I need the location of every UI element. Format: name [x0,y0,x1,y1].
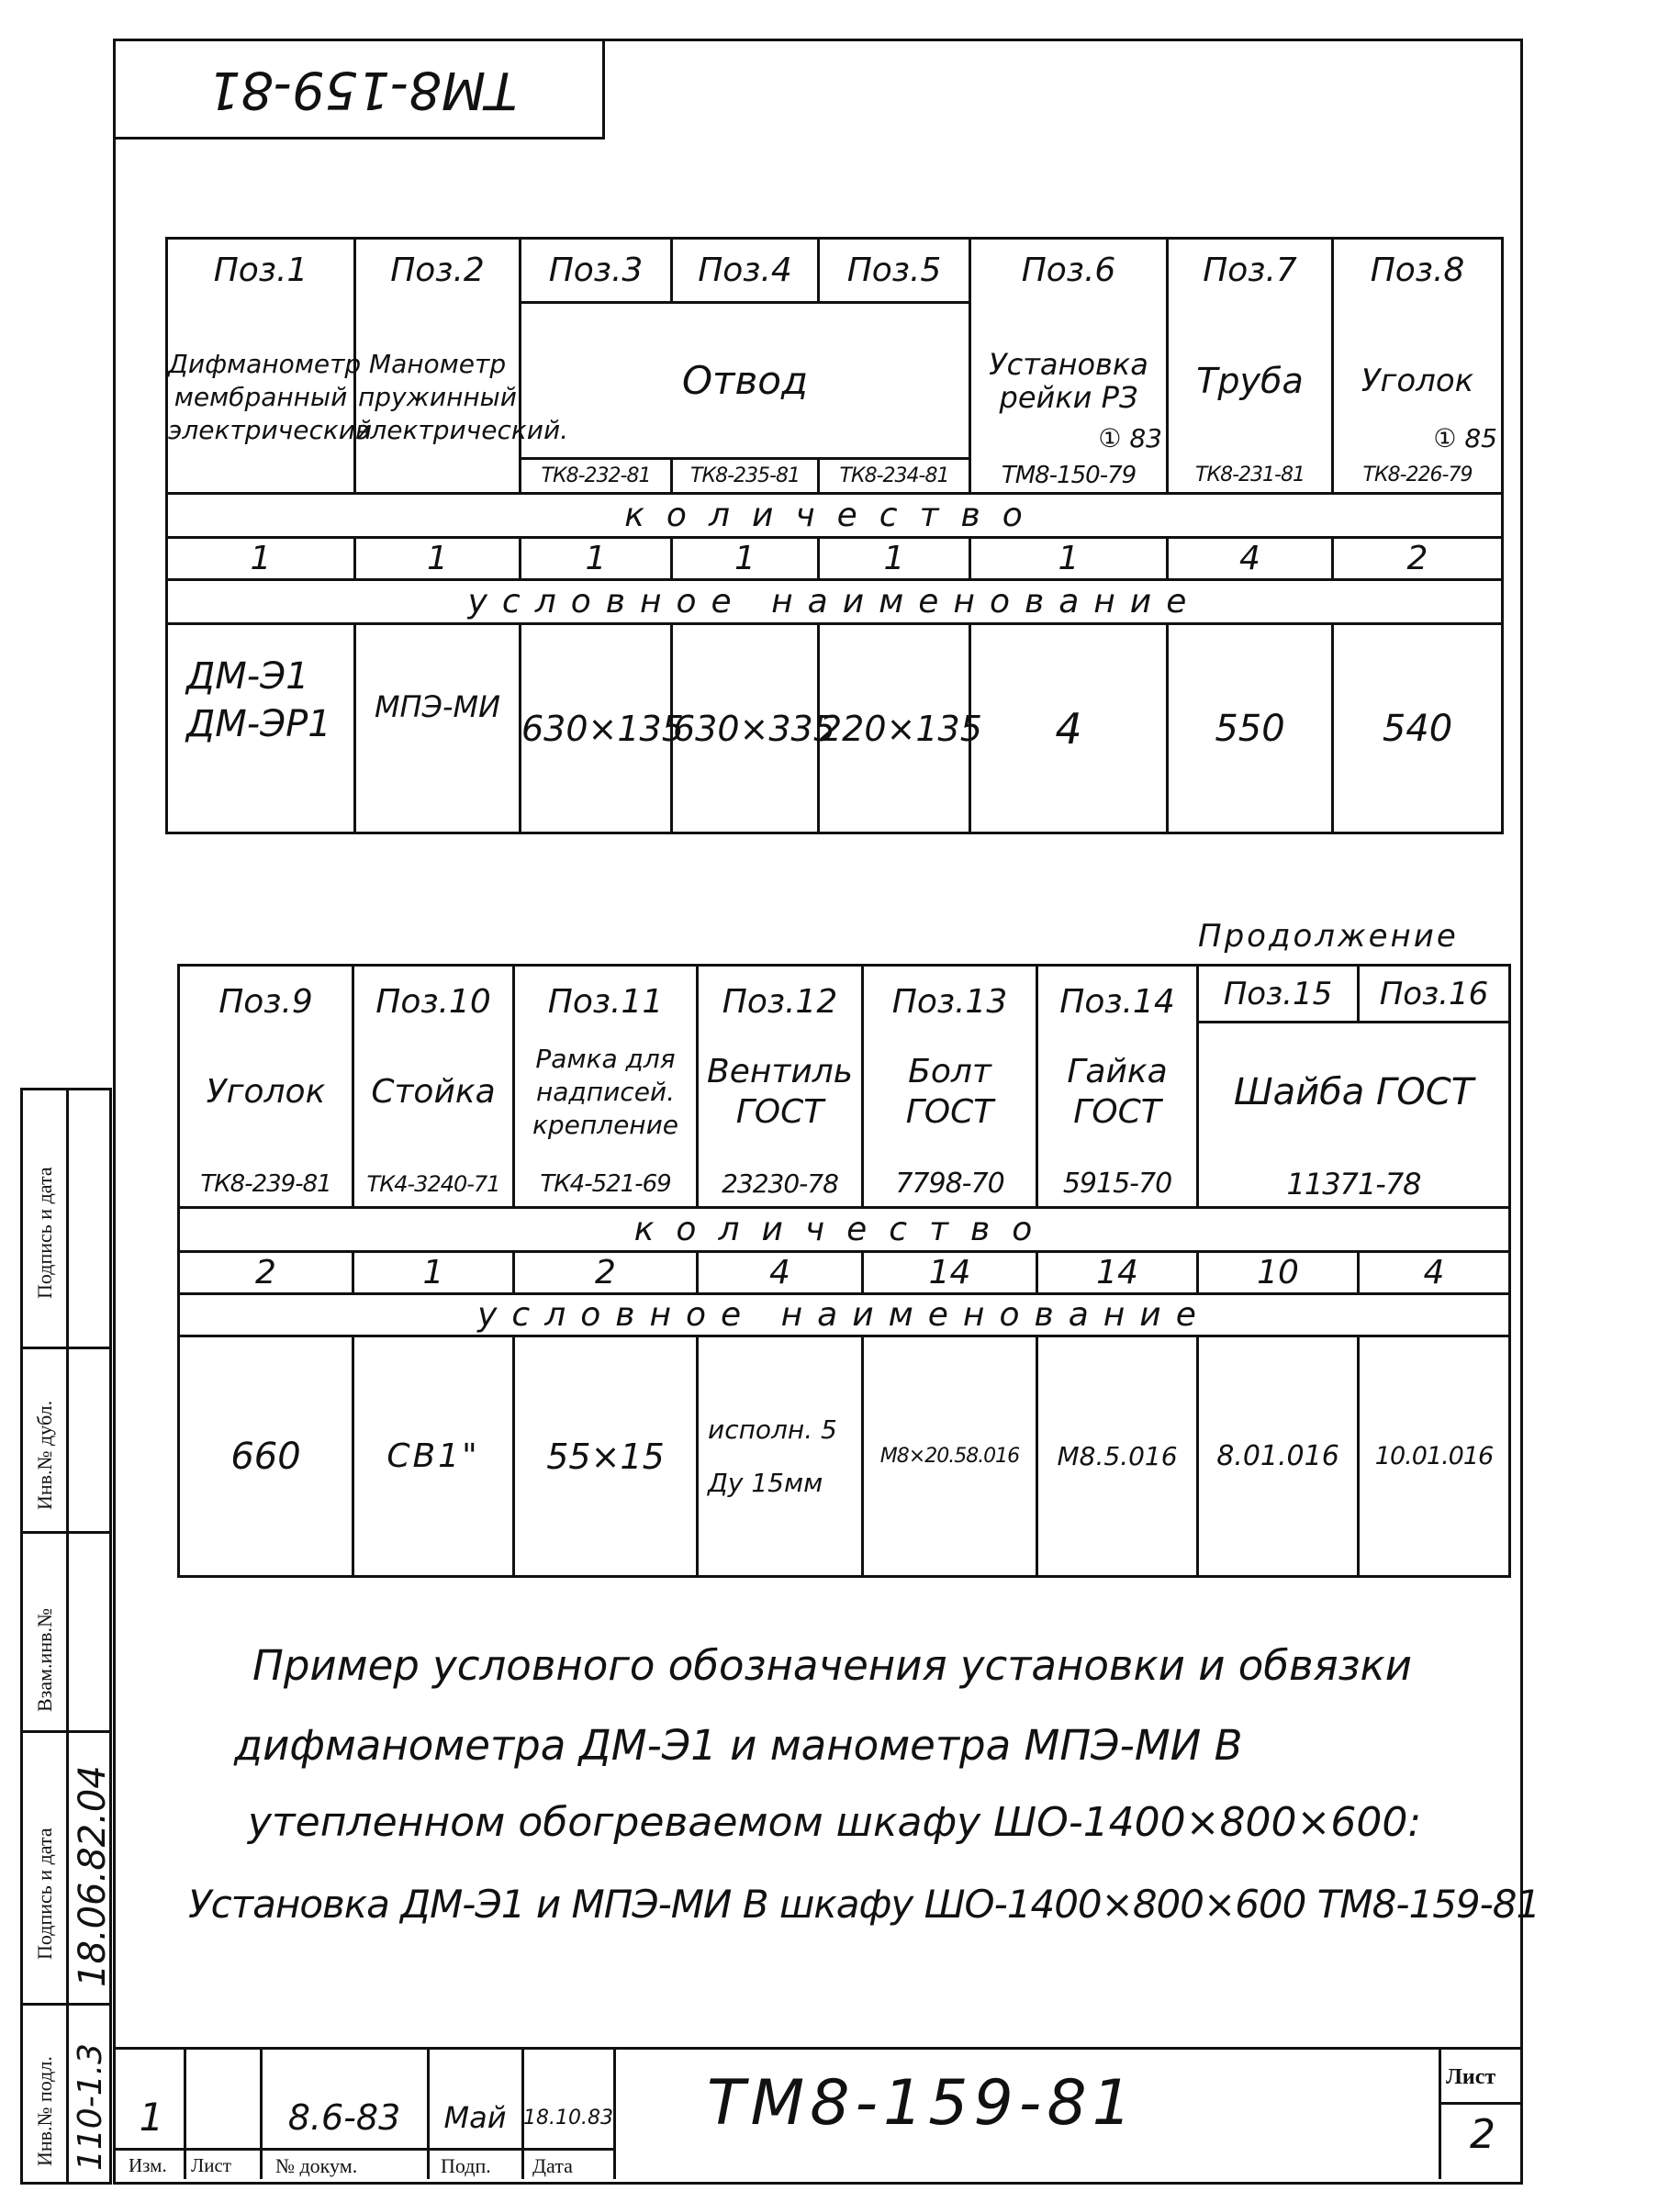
tb-label-izm: Изм. [129,2154,167,2176]
t1-name-8 [1333,303,1503,459]
tb-rev-sign: Май [443,2100,507,2135]
t2-qty-10: 1 [353,1252,514,1294]
t1-code-8: 540 [1333,624,1503,833]
t2-code-12: исполн. 5 Ду 15мм [698,1336,863,1577]
tb-col-3 [427,2047,430,2179]
table-2 [177,964,1511,1578]
t2-pos-9: Поз.9 [179,966,353,1023]
t2-name-12: Вентиль ГОСТ [698,1023,863,1162]
t1-qty-1: 1 [167,538,355,580]
t1-doc-7: ТК8-231-81 [1168,459,1333,494]
t1-code-5: 220×135 [819,624,970,833]
t2-code-13: М8×20.58.016 [863,1336,1037,1577]
t1-code-6: 4 [970,624,1168,833]
t1-qty-6: 1 [970,538,1168,580]
t2-name-11: Рамка для надписей. крепление [514,1023,698,1162]
t2-qty-16: 4 [1359,1252,1510,1294]
t2-pos-11: Поз.11 [514,966,698,1023]
t1-pos-7: Поз.7 [1168,239,1333,303]
strip-label-vzam-inv: Взам.инв.№ [33,1608,56,1712]
t2-name-9: Уголок [179,1023,353,1162]
t2-code-15: 8.01.016 [1198,1336,1359,1577]
t2-name-14: Гайка ГОСТ [1037,1023,1198,1162]
t1-rev-mark-6: ① 83 [1098,422,1162,453]
strip-divider [66,1088,69,2185]
t2-name-shaiba: Шайба ГОСТ [1198,1023,1510,1162]
t1-doc-5: ТК8-234-81 [819,459,970,494]
t2-doc-12: 23230-78 [698,1162,863,1208]
strip-label-inv-podl: Инв.№ подл. [33,2056,56,2166]
t1-doc-8: ТК8-226-79 [1333,459,1503,494]
t1-pos-8: Поз.8 [1333,239,1503,303]
t1-name-7: Труба [1168,303,1333,459]
t1-qty-label: количество [167,494,1503,538]
t2-qty-label: количество [179,1208,1510,1252]
t1-rev-mark-8: ① 85 [1433,422,1497,453]
t2-pos-10: Поз.10 [353,966,514,1023]
example-line-1: Пример условного обозначения установки и обвязки [252,1641,1412,1690]
t1-doc-4: ТК8-235-81 [672,459,819,494]
t1-qty-7: 4 [1168,538,1333,580]
tb-label-sign: Подп. [441,2154,491,2177]
t1-code-3: 630×135 [521,624,672,833]
t2-doc-9: ТК8-239-81 [179,1162,353,1208]
t1-name-8-text: Уголок [1361,362,1474,399]
tb-rev-date: 18.10.83 [523,2107,613,2130]
t1-name-2: Манометр пружинный электрический. [355,303,521,494]
tb-col-5 [613,2047,616,2179]
t1-code-7: 550 [1168,624,1333,833]
title-block-top-line [113,2047,1520,2050]
t2-code-10: СВ1" [353,1336,514,1577]
tb-sheet-line [1439,2102,1520,2105]
strip-label-sign-date-1: Подпись и дата [33,1167,56,1299]
tb-label-date: Дата [532,2154,573,2177]
tb-doc-code: ТМ8-159-81 [707,2067,1137,2140]
tb-rev-izm: 1 [139,2095,164,2140]
t2-doc-10: ТК4-3240-71 [353,1162,514,1208]
t2-pos-14: Поз.14 [1037,966,1198,1023]
t2-cond-label: условное наименование [179,1294,1510,1336]
example-line-4: Установка ДМ-Э1 и МПЭ-МИ В шкафу ШО-1400×800×600 ТМ8-159-81 [188,1882,1540,1927]
tb-col-1 [184,2047,186,2179]
t2-qty-11: 2 [514,1252,698,1294]
strip-label-sign-date-2: Подпись и дата [33,1828,56,1960]
t1-pos-4: Поз.4 [672,239,819,303]
t2-doc-13: 7798-70 [863,1162,1037,1208]
t1-pos-3: Поз.3 [521,239,672,303]
strip-label-inv-dubl: Инв.№ дубл. [33,1400,56,1510]
t2-doc-11: ТК4-521-69 [514,1162,698,1208]
t2-qty-14: 14 [1037,1252,1198,1294]
strip-date-value: 18.06.82.04 [72,1765,114,1987]
t1-pos-6: Поз.6 [970,239,1168,303]
t1-qty-2: 1 [355,538,521,580]
t2-qty-13: 14 [863,1252,1037,1294]
tb-col-sheet [1439,2047,1441,2179]
t1-code-4: 630×335 [672,624,819,833]
t1-name-1: Дифманометр мембранный электрический [167,303,355,494]
tb-label-list: Лист [191,2154,231,2176]
example-line-2: дифманометра ДМ-Э1 и манометра МПЭ-МИ В [234,1721,1243,1770]
t1-qty-5: 1 [819,538,970,580]
t1-code-2: МПЭ-МИ [355,624,521,833]
corner-code: ТМ8-159-81 [207,60,518,119]
t1-qty-8: 2 [1333,538,1503,580]
example-line-3: утепленном обогреваемом шкафу ШО-1400×800×600: [248,1799,1422,1846]
tb-label-docno: № докум. [275,2154,358,2177]
t2-doc-15-16: 11371-78 [1198,1162,1510,1208]
t1-pos-2: Поз.2 [355,239,521,303]
t2-code-9: 660 [179,1336,353,1577]
t2-doc-14: 5915-70 [1037,1162,1198,1208]
t2-pos-16: Поз.16 [1359,966,1510,1023]
continuation-label: Продолжение [1198,918,1459,955]
title-block-mid-line [113,2148,613,2151]
t2-pos-12: Поз.12 [698,966,863,1023]
t2-qty-15: 10 [1198,1252,1359,1294]
t1-name-6 [970,303,1168,459]
t2-pos-13: Поз.13 [863,966,1037,1023]
t1-doc-3: ТК8-232-81 [521,459,672,494]
strip-inv-value: 110-1.3 [72,2043,109,2171]
t1-doc-6: ТМ8-150-79 [970,459,1168,494]
t1-qty-3: 1 [521,538,672,580]
t2-code-11: 55×15 [514,1336,698,1577]
tb-col-2 [260,2047,263,2179]
t1-pos-5: Поз.5 [819,239,970,303]
tb-rev-docno: 8.6-83 [287,2097,401,2138]
t2-code-14: М8.5.016 [1037,1336,1198,1577]
t1-code-1: ДМ-Э1 ДМ-ЭР1 [167,624,355,833]
t1-qty-4: 1 [672,538,819,580]
left-strip [20,1088,112,2185]
t1-cond-label: условное наименование [167,580,1503,624]
t2-code-16: 10.01.016 [1359,1336,1510,1577]
table-1 [165,237,1504,834]
t1-pos-1: Поз.1 [167,239,355,303]
tb-sheet-no: 2 [1470,2111,1495,2158]
t1-name-otvod: Отвод [521,303,970,459]
t2-qty-9: 2 [179,1252,353,1294]
tb-sheet-label: Лист [1446,2065,1496,2089]
t2-qty-12: 4 [698,1252,863,1294]
t1-name-6-text: Установка рейки РЗ [989,346,1148,415]
t2-name-10: Стойка [353,1023,514,1162]
t2-pos-15: Поз.15 [1198,966,1359,1023]
t2-name-13: Болт ГОСТ [863,1023,1037,1162]
